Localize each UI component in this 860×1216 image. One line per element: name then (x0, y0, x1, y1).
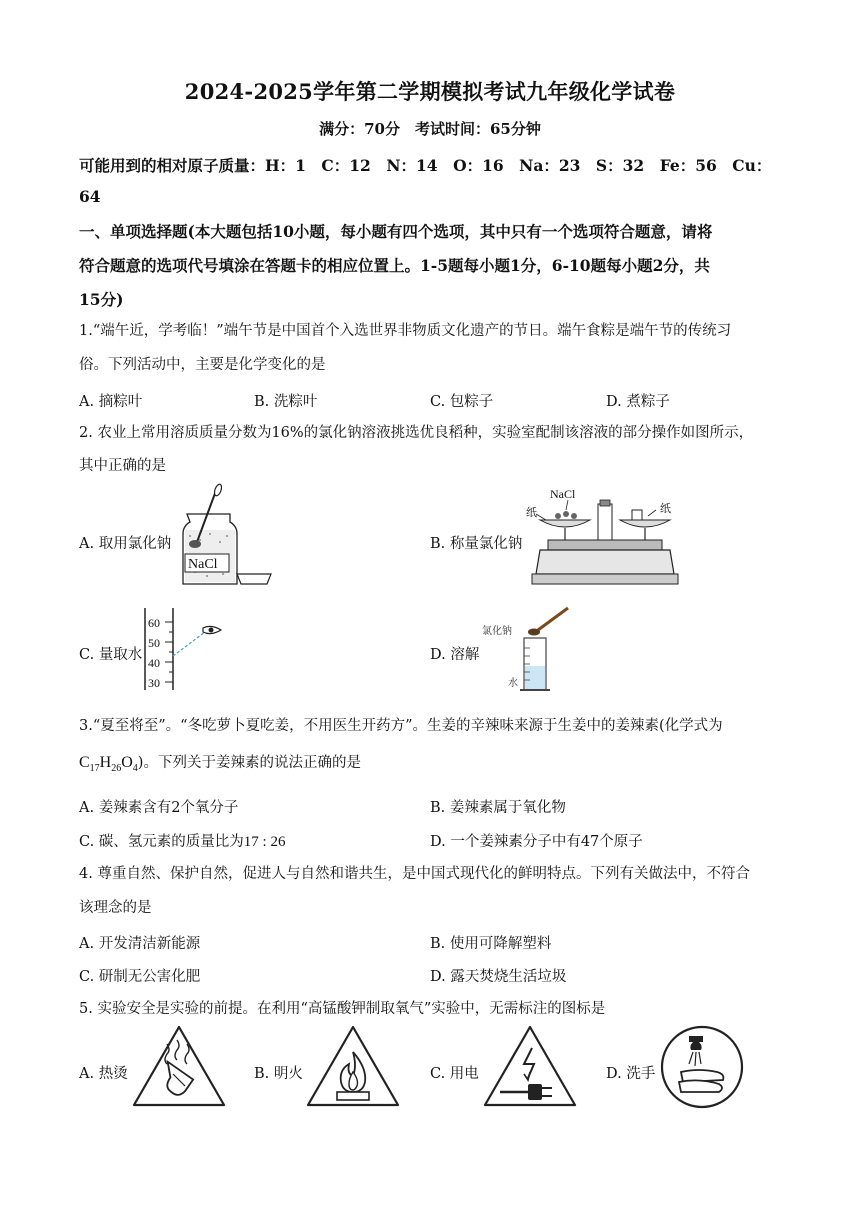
svg-text:40: 40 (148, 656, 160, 670)
q1-option-b: B. 洗粽叶 (254, 394, 318, 410)
svg-text:50: 50 (148, 636, 160, 650)
q3-option-c: C. 碳、氢元素的质量比为17 : 26 (79, 834, 286, 850)
q5-stem: 5. 实验安全是实验的前提。在利用“高锰酸钾制取氧气”实验中，无需标注的图标是 (79, 1001, 606, 1017)
q1-option-a: A. 摘粽叶 (79, 394, 143, 410)
q2-option-d: D. 溶解 (430, 647, 480, 663)
q2-option-b: B. 称量氯化钠 (430, 536, 523, 552)
section1-heading-line1: 一、单项选择题(本大题包括10小题，每小题有四个选项，其中只有一个选项符合题意，请将 (79, 222, 713, 241)
q1-option-c: C. 包粽子 (430, 394, 494, 410)
atomic-mass-line1: 可能用到的相对原子质量：H：1 C：12 N：14 O：16 Na：23 S：32 Fe：56 Cu： (79, 156, 772, 175)
dissolving-figure (482, 604, 582, 696)
q2-option-c: C. 量取水 (79, 647, 143, 663)
nacl-jar-figure (175, 484, 275, 594)
q4-stem-line2: 该理念的是 (79, 900, 152, 916)
svg-text:纸: 纸 (526, 506, 537, 519)
svg-text:60: 60 (148, 616, 160, 630)
atomic-mass-line2: 64 (79, 187, 101, 206)
section1-heading-line3: 15分) (79, 290, 124, 309)
ginger-formula: $C_{17}H_{26}O_4$ (79, 754, 138, 775)
q5-option-d: D. 洗手 (606, 1066, 656, 1082)
q1-option-d: D. 煮粽子 (606, 394, 670, 410)
q2-stem-line2: 其中正确的是 (79, 458, 166, 474)
balance-figure (520, 484, 680, 589)
q4-option-c: C. 研制无公害化肥 (79, 969, 201, 985)
q4-option-d: D. 露天焚烧生活垃圾 (430, 969, 567, 985)
q3-stem-line1: 3.“夏至将至”。“冬吃萝卜夏吃姜，不用医生开药方”。生姜的辛辣味来源于生姜中的姜辣素(化学式为 (79, 718, 723, 734)
exam-info: 满分：70分 考试时间：65分钟 (319, 120, 541, 138)
q5-option-c: C. 用电 (430, 1066, 479, 1082)
q2-stem-line1: 2. 农业上常用溶质质量分数为16%的氯化钠溶液挑选优良稻种，实验室配制该溶液的部分操作如图所示， (79, 425, 754, 441)
svg-text:NaCl: NaCl (550, 487, 576, 501)
q2-option-a: A. 取用氯化钠 (79, 536, 172, 552)
svg-text:氯化钠: 氯化钠 (482, 626, 512, 637)
page-title: 2024-2025学年第二学期模拟考试九年级化学试卷 (184, 79, 676, 104)
q4-stem-line1: 4. 尊重自然、保护自然，促进人与自然和谐共生，是中国式现代化的鲜明特点。下列有关做法中，不符合 (79, 866, 750, 882)
q3-stem-line2: $C_{17}H_{26}O_4$)。下列关于姜辣素的说法正确的是 (79, 754, 361, 775)
q3-option-a: A. 姜辣素含有2个氧分子 (79, 800, 239, 816)
wash-hands-icon (659, 1024, 745, 1110)
electricity-icon (482, 1024, 578, 1108)
q4-option-b: B. 使用可降解塑料 (430, 936, 552, 952)
q4-option-a: A. 开发清洁新能源 (79, 936, 201, 952)
q5-option-a: A. 热烫 (79, 1066, 128, 1082)
hot-surface-icon (131, 1024, 227, 1108)
svg-text:水: 水 (508, 678, 518, 689)
open-flame-icon (305, 1024, 401, 1108)
q5-option-b: B. 明火 (254, 1066, 303, 1082)
svg-text:纸: 纸 (660, 502, 671, 515)
mass-ratio: 17 : 26 (243, 834, 286, 850)
measuring-water-figure (143, 608, 233, 693)
nacl-label: NaCl (188, 557, 218, 572)
svg-text:30: 30 (148, 676, 160, 690)
q1-stem-line2: 俗。下列活动中，主要是化学变化的是 (79, 357, 326, 373)
section1-heading-line2: 符合题意的选项代号填涂在答题卡的相应位置上。1-5题每小题1分，6-10题每小题2分，共 (79, 256, 710, 275)
q3-option-d: D. 一个姜辣素分子中有47个原子 (430, 834, 643, 850)
q3-option-b: B. 姜辣素属于氧化物 (430, 800, 566, 816)
q1-stem-line1: 1.“端午近，学考临！”端午节是中国首个入选世界非物质文化遗产的节日。端午食粽是端午节的传统习 (79, 323, 732, 339)
